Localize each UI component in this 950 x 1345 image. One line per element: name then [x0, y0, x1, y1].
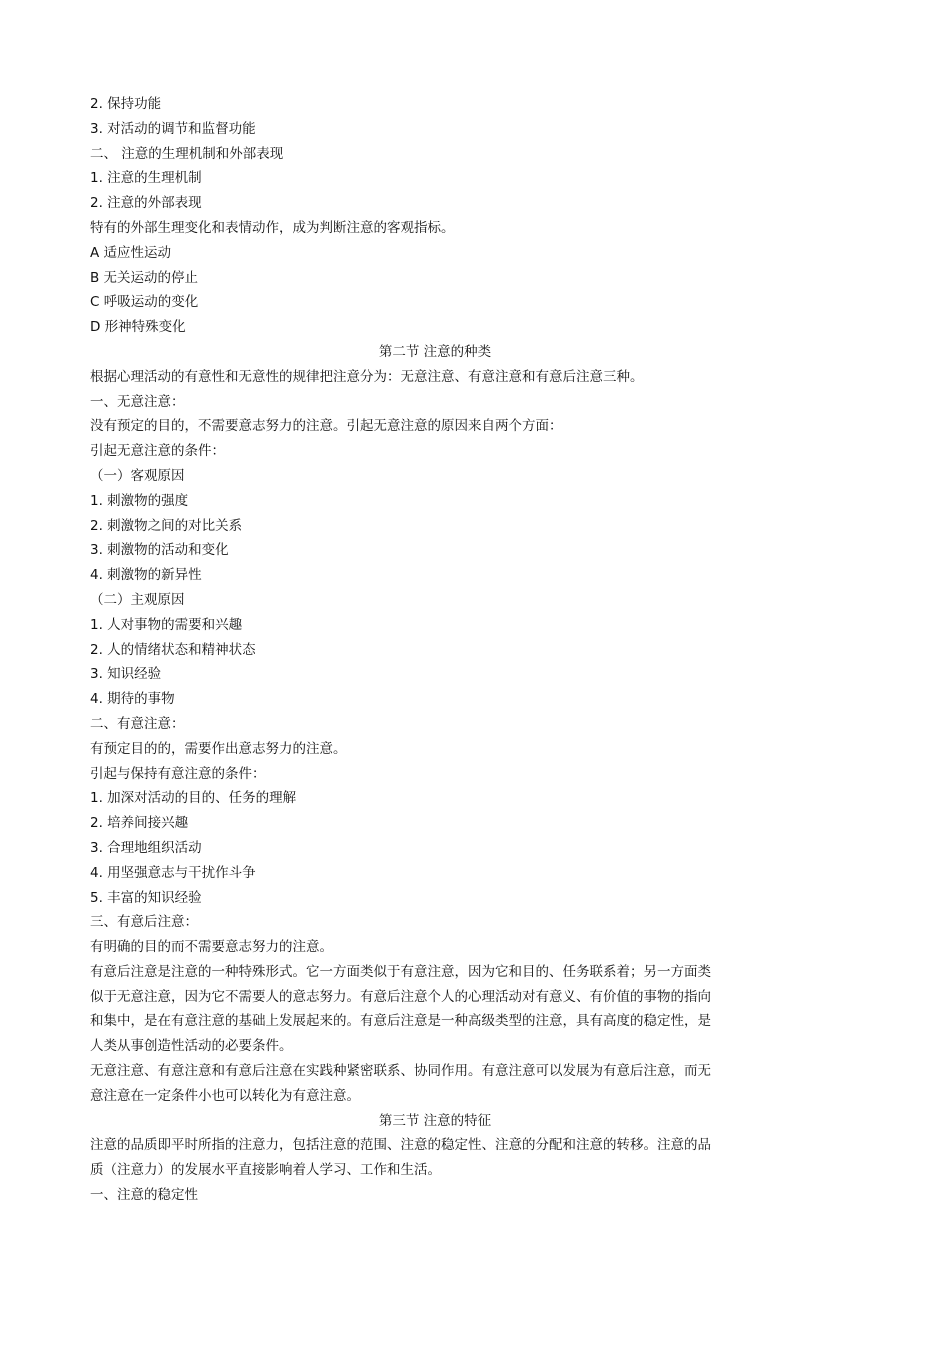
text-line: 3. 刺激物的活动和变化	[90, 542, 229, 559]
text-line: 3. 知识经验	[90, 666, 162, 683]
text-line: 5. 丰富的知识经验	[90, 889, 202, 906]
text-line: 一、注意的稳定性	[90, 1187, 198, 1204]
paragraph-line: 和集中，是在有意注意的基础上发展起来的。有意后注意是一种高级类型的注意，具有高度的稳定性，是	[90, 1013, 711, 1030]
text-line: 2. 注意的外部表现	[90, 195, 202, 212]
text-line: 二、有意注意：	[90, 715, 185, 732]
text-line: 2. 保持功能	[90, 96, 162, 112]
text-line: （一）客观原因	[90, 467, 185, 484]
paragraph-after-attention	[90, 960, 780, 1059]
text-line: A 适应性运动	[90, 244, 172, 261]
text-line: 4. 刺激物的新异性	[90, 567, 202, 584]
text-line: 有预定目的的，需要作出意志努力的注意。	[90, 740, 347, 757]
text-line: D 形神特殊变化	[90, 319, 186, 336]
text-line: 三、有意后注意：	[90, 914, 198, 931]
paragraph-line: 人类从事创造性活动的必要条件。	[90, 1038, 293, 1055]
section-3-title: 第三节 注意的特征	[378, 1112, 492, 1129]
text-line: 根据心理活动的有意性和无意性的规律把注意分为：无意注意、有意注意和有意后注意三种。	[90, 368, 644, 385]
text-line: 4. 用坚强意志与干扰作斗争	[90, 864, 256, 881]
text-line: 二、 注意的生理机制和外部表现	[90, 145, 284, 162]
text-line: 一、无意注意：	[90, 393, 185, 410]
paragraph-line: 意注意在一定条件小也可以转化为有意注意。	[90, 1087, 360, 1104]
text-line: （二）主观原因	[90, 591, 185, 608]
paragraph-quality	[90, 1133, 780, 1183]
text-line: 1. 注意的生理机制	[90, 170, 202, 187]
text-line: 1. 加深对活动的目的、任务的理解	[90, 790, 297, 807]
text-line: 2. 人的情绪状态和精神状态	[90, 641, 256, 658]
text-line: 3. 对活动的调节和监督功能	[90, 120, 256, 137]
text-line: 4. 期待的事物	[90, 691, 175, 708]
text-line: 没有预定的目的，不需要意志努力的注意。引起无意注意的原因来自两个方面：	[90, 418, 563, 435]
paragraph-relationship	[90, 1059, 780, 1109]
text-line: 1. 人对事物的需要和兴趣	[90, 616, 243, 633]
paragraph-line: 似于无意注意，因为它不需要人的意志努力。有意后注意个人的心理活动对有意义、有价值的事物的指向	[90, 988, 711, 1005]
text-line: 2. 培养间接兴趣	[90, 815, 189, 832]
text-line: 引起与保持有意注意的条件：	[90, 765, 266, 782]
paragraph-line: 质（注意力）的发展水平直接影响着人学习、工作和生活。	[90, 1162, 441, 1179]
text-line: 引起无意注意的条件：	[90, 443, 225, 460]
text-line: 1. 刺激物的强度	[90, 492, 189, 509]
document-page	[90, 92, 780, 1208]
paragraph-line: 注意的品质即平时所指的注意力，包括注意的范围、注意的稳定性、注意的分配和注意的转移。注意的品	[90, 1137, 711, 1154]
text-line: 有明确的目的而不需要意志努力的注意。	[90, 939, 333, 956]
paragraph-line: 有意后注意是注意的一种特殊形式。它一方面类似于有意注意，因为它和目的、任务联系着；另一方面类	[90, 963, 711, 980]
text-line: 3. 合理地组织活动	[90, 839, 202, 856]
text-line: C 呼吸运动的变化	[90, 294, 199, 311]
paragraph-line: 无意注意、有意注意和有意后注意在实践种紧密联系、协同作用。有意注意可以发展为有意后注意，而无	[90, 1063, 711, 1080]
text-line: 特有的外部生理变化和表情动作，成为判断注意的客观指标。	[90, 219, 455, 236]
text-line: B 无关运动的停止	[90, 269, 199, 286]
text-line: 2. 刺激物之间的对比关系	[90, 517, 243, 534]
section-2-title: 第二节 注意的种类	[378, 343, 492, 360]
